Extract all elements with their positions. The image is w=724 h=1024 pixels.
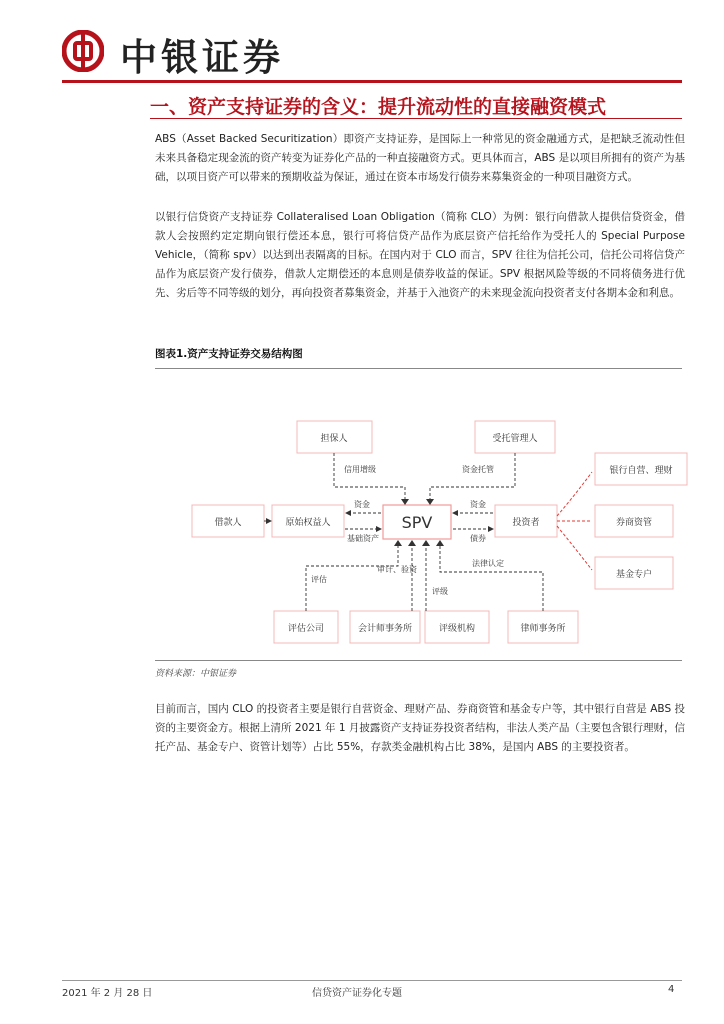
label-funds-right: 资金 bbox=[470, 500, 486, 509]
node-fund-acct: 基金专户 bbox=[615, 570, 653, 580]
arrowhead bbox=[452, 510, 458, 516]
node-spv: SPV bbox=[401, 513, 433, 532]
footer-rule bbox=[62, 980, 682, 981]
arrowhead bbox=[376, 526, 382, 532]
paragraph-abs-definition: ABS（Asset Backed Securitization）即资产支持证券，是国际上一种常见的资金融通方式，是把缺乏流动性但未来具备稳定现金流的资产转变为证券化产品的一种直接融资方式。更具体而言，ABS 是以项目所拥有的资产为基础，以项目资产可以带来的预期收益为保证，通过在资本市场发行债券来募集资金的一种项目融资方式。 bbox=[155, 133, 685, 183]
node-rating: 评级机构 bbox=[438, 624, 476, 634]
label-base-assets: 基础资产 bbox=[347, 534, 379, 543]
arrowhead bbox=[422, 540, 430, 546]
arrowhead bbox=[345, 510, 351, 516]
edge-guarantor-spv bbox=[334, 453, 405, 500]
node-guarantor: 担保人 bbox=[320, 434, 348, 444]
arrowhead bbox=[266, 518, 272, 524]
arrowhead bbox=[488, 526, 494, 532]
arrowhead bbox=[394, 540, 402, 546]
brand-name: 中银证券 bbox=[120, 35, 284, 79]
label-bonds: 债券 bbox=[470, 534, 486, 543]
edge-investor-bank bbox=[557, 472, 592, 516]
node-investor: 投资者 bbox=[512, 518, 540, 528]
edge-trustee-spv bbox=[430, 453, 515, 500]
paragraph-clo-example: 以银行信贷资产支持证券 Collateralised Loan Obligation（简称 CLO）为例：银行向借款人提供信贷资金，借款人会按照约定定期向银行偿还本息，银行可将信贷产品作为底层资产信托给作为受托人的 Special Purpose Vehicle，（简称 spv）以达到出表隔离的目标。在国内对于 CLO 而言，SPV 往往为信托公司，信托公司将信贷产品作为底层资产发行债券，借款人定期偿还的本息则是债券收益的保证。SPV 根据风险等级的不同将债务进行优先、劣后等不同等级的划分，再向投资者募集资金，并基于入池资产的未来现金流向投资者支付各期本金和利息。 bbox=[155, 211, 685, 299]
label-valuation: 评估 bbox=[311, 575, 327, 584]
label-fund-custody: 资金托管 bbox=[462, 465, 494, 474]
arrowhead bbox=[401, 499, 409, 505]
figure-source: 资料来源：中银证券 bbox=[155, 669, 237, 679]
paragraph-investor-structure: 目前而言，国内 CLO 的投资者主要是银行自营资金、理财产品、券商资管和基金专户等，其中银行自营是 ABS 投资的主要资金方。根据上清所 2021 年 1 月披露资产支持证券投资者结构，非法人类产品（主要包含银行理财，信托产品、基金专户、资管计划等）占比 55%，存款类金融机构占比 38%，是国内 ABS 的主要投资者。 bbox=[155, 703, 685, 753]
footer-topic: 信贷资产证券化专题 bbox=[312, 988, 402, 999]
node-law-firm: 律师事务所 bbox=[520, 624, 566, 634]
node-trustee: 受托管理人 bbox=[492, 434, 538, 444]
node-originator: 原始权益人 bbox=[285, 518, 331, 528]
node-broker-am: 券商资管 bbox=[615, 518, 653, 528]
arrowhead bbox=[408, 540, 416, 546]
node-borrower: 借款人 bbox=[214, 518, 242, 528]
label-legal: 法律认定 bbox=[472, 559, 504, 568]
edge-lawfirm-spv bbox=[440, 546, 543, 611]
label-audit: 审计、验资 bbox=[377, 565, 417, 574]
node-bank-prop: 银行自营、理财 bbox=[609, 466, 673, 476]
footer-date: 2021 年 2 月 28 日 bbox=[62, 988, 153, 999]
arrowhead bbox=[426, 499, 434, 505]
node-accountant: 会计师事务所 bbox=[357, 624, 413, 634]
label-funds-left: 资金 bbox=[354, 500, 370, 509]
edge-investor-fund bbox=[557, 526, 592, 570]
label-rating: 评级 bbox=[432, 587, 448, 596]
section-title: 一、资产支持证券的含义：提升流动性的直接融资模式 bbox=[150, 96, 607, 118]
arrowhead bbox=[436, 540, 444, 546]
label-credit-enh: 信用增级 bbox=[344, 465, 376, 474]
figure-title: 图表1.资产支持证券交易结构图 bbox=[155, 348, 303, 360]
node-appraiser: 评估公司 bbox=[287, 624, 325, 634]
page-number: 4 bbox=[668, 984, 675, 995]
figure-rule-bottom bbox=[155, 660, 682, 661]
